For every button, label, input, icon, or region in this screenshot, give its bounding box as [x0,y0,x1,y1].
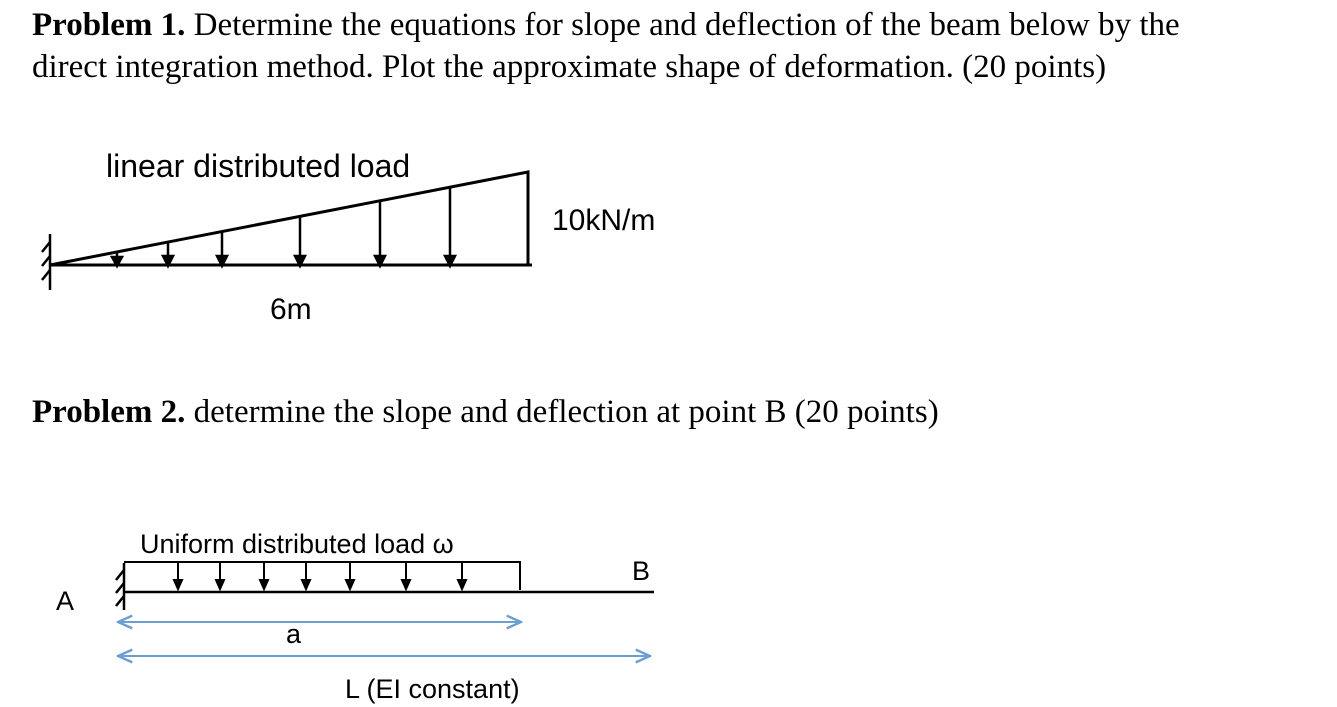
fixed-support-1 [42,234,50,290]
load-label-2: Uniform distributed load ω [140,529,454,559]
point-a-label: A [56,586,75,616]
problem-1-label: Problem 1. [32,7,186,43]
problem-1-statement: Determine the equations for slope and deflection of the beam below by the [185,7,1180,43]
problem-2-label: Problem 2. [32,394,186,430]
figure-1-cantilever [42,148,655,326]
dimension-a-label: a [286,619,302,649]
length-label: 6m [270,293,312,326]
max-load-label: 10kN/m [552,204,656,237]
load-arrows-1 [112,187,455,266]
problem-2-statement: determine the slope and deflection at point B (20 points) [185,394,939,430]
load-triangle [50,172,528,265]
dimension-l-label: L (EI constant) [345,674,520,704]
load-label-1: linear distributed load [106,148,411,184]
figure-2-cantilever [56,529,654,704]
fixed-support-2 [116,563,124,610]
problem-1-line-2: direct integration method. Plot the approximate shape of deformation. (20 points) [32,49,1107,85]
load-arrows-2 [174,563,466,589]
point-b-label: B [632,556,651,586]
